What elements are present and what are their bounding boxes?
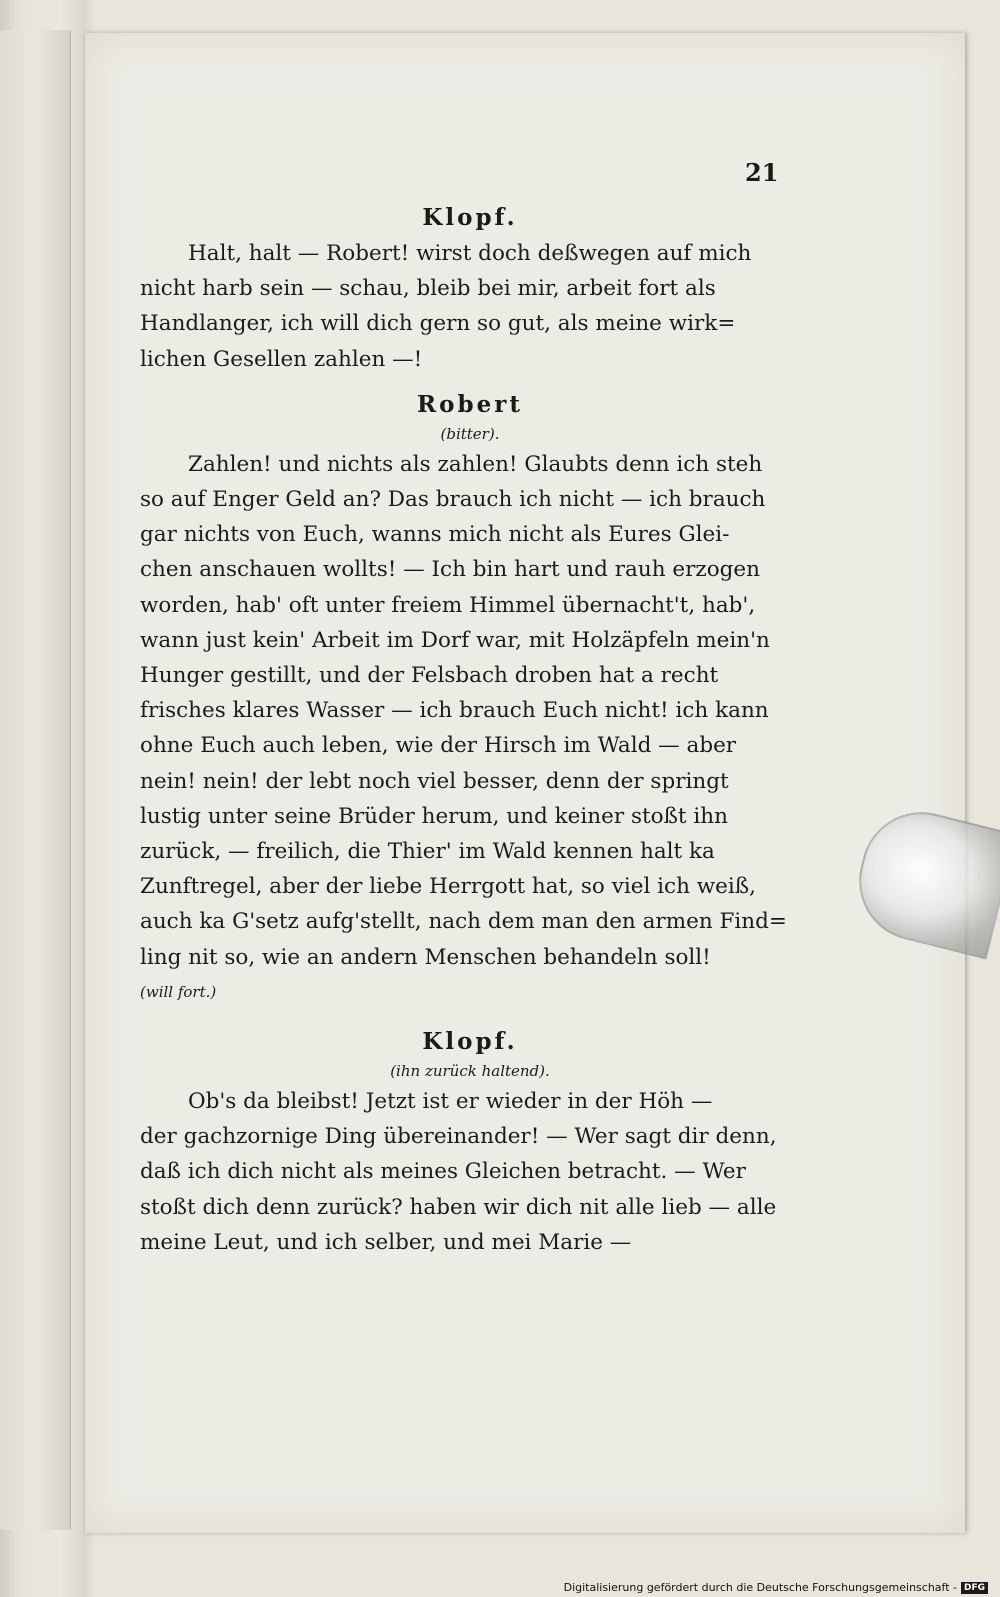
text-line: so auf Enger Geld an? Das brauch ich nicht — ich brauch (140, 487, 766, 513)
text-line: frisches klares Wasser — ich brauch Euch nicht! ich kann (140, 698, 769, 724)
dfg-logo: DFG (961, 1582, 988, 1594)
speaker-heading: Klopf. (422, 1028, 518, 1056)
text-line: Halt, halt — Robert! wirst doch deßwegen auf mich (188, 241, 752, 266)
text-line: Zahlen! und nichts als zahlen! Glaubts denn ich steh (188, 451, 763, 477)
text-line: stoßt dich denn zurück? haben wir dich nit alle lieb — alle (140, 1194, 777, 1220)
text-line: nicht harb sein — schau, bleib bei mir, arbeit fort als (140, 276, 716, 302)
text-line: meine Leut, und ich selber, und mei Marie — (140, 1229, 632, 1255)
text-line: Zunftregel, aber der liebe Herrgott hat, so viel ich weiß, (140, 874, 756, 900)
dialogue-paragraph (140, 236, 800, 377)
text-line: worden, hab' oft unter freiem Himmel übernacht't, hab', (140, 592, 756, 618)
stage-direction: (bitter). (440, 424, 500, 443)
text-line: auch ka G'setz aufg'stellt, nach dem man den armen Find= (140, 909, 787, 935)
footer-text: Digitalisierung gefördert durch die Deutsche Forschungsgemeinschaft - (563, 1581, 957, 1594)
page-text (140, 200, 800, 1260)
stage-direction-inline: (will fort.) (140, 982, 217, 1001)
text-line: ohne Euch auch leben, wie der Hirsch im Wald — aber (140, 733, 737, 759)
dialogue-paragraph (140, 447, 800, 1010)
text-line: Ob's da bleibst! Jetzt ist er wieder in der Höh — (188, 1089, 713, 1115)
page-number: 21 (745, 158, 779, 187)
footer-credit (564, 1581, 988, 1594)
facing-page-edge (0, 30, 71, 1530)
spacer (140, 1010, 800, 1024)
spacer (140, 377, 800, 387)
text-line: wann just kein' Arbeit im Dorf war, mit Holzäpfeln mein'n (140, 627, 770, 653)
text-line: nein! nein! der lebt noch viel besser, denn der springt (140, 768, 729, 794)
text-line: daß ich dich nicht als meines Gleichen betracht. — Wer (140, 1159, 746, 1185)
speaker-heading: Robert (417, 390, 523, 418)
text-line: zurück, — freilich, die Thier' im Wald kennen halt ka (140, 839, 715, 865)
text-line: Hunger gestillt, und der Felsbach droben hat a recht (140, 663, 719, 689)
text-line: chen anschauen wollts! — Ich bin hart und rauh erzogen (140, 557, 761, 583)
text-line: lustig unter seine Brüder herum, und keiner stoßt ihn (140, 803, 728, 829)
text-line: gar nichts von Euch, wanns mich nicht als Eures Glei- (140, 522, 730, 548)
text-line: Handlanger, ich will dich gern so gut, als meine wirk= (140, 311, 736, 337)
text-line: ling nit so, wie an andern Menschen behandeln soll! (140, 944, 711, 970)
stage-direction: (ihn zurück haltend). (390, 1062, 550, 1081)
speaker-heading: Klopf. (422, 204, 518, 231)
text-line: lichen Gesellen zahlen —! (140, 346, 423, 372)
dialogue-paragraph (140, 1084, 800, 1260)
text-line: der gachzornige Ding übereinander! — Wer sagt dir denn, (140, 1124, 777, 1150)
